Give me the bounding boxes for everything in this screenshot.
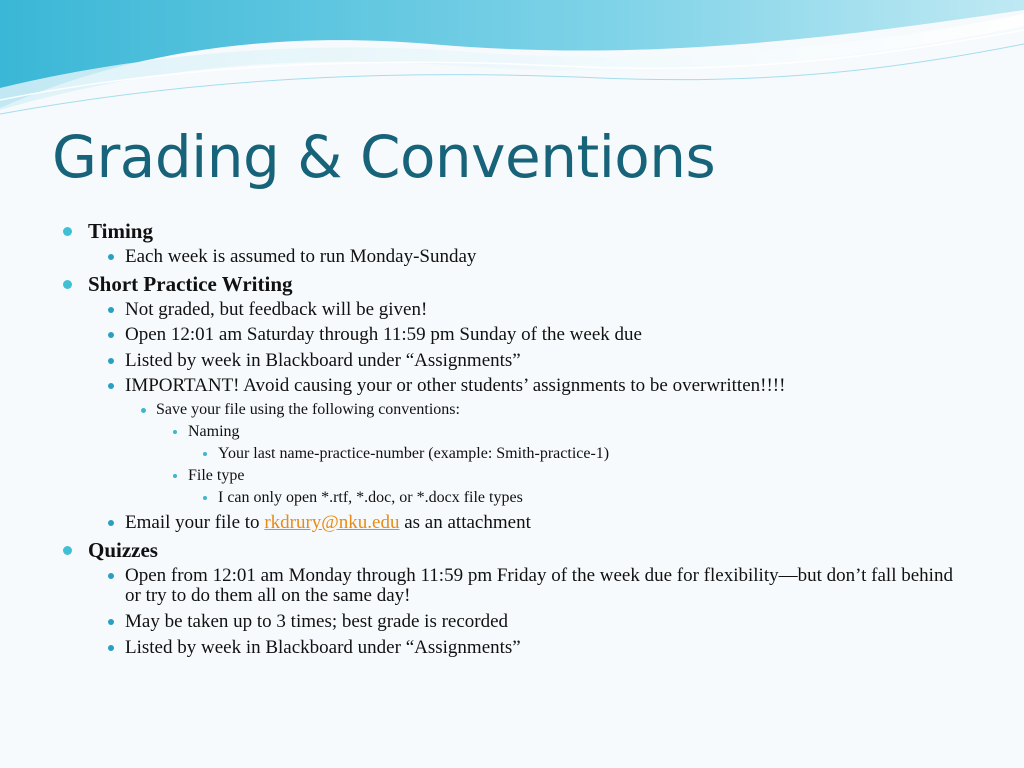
- bullet-icon: [203, 452, 207, 456]
- bullet-icon: [108, 520, 114, 526]
- list-item-label: Open 12:01 am Saturday through 11:59 pm Sunday of the week due: [125, 324, 642, 345]
- bullet-icon: [108, 645, 114, 651]
- list-item-label: Open from 12:01 am Monday through 11:59 pm Friday of the week due for flexibility—but don’t fall behind or try to do them all on the same day!: [125, 565, 953, 606]
- bullet-icon: [108, 619, 114, 625]
- list-item-file-type: [173, 468, 244, 485]
- list-item-label: IMPORTANT! Avoid causing your or other students’ assignments to be overwritten!!!!: [125, 375, 786, 396]
- list-item-quiz-taken: [108, 612, 508, 632]
- list-item-label: File type: [188, 467, 245, 484]
- list-item-label: Your last name-practice-number (example: Smith-practice-1): [218, 445, 610, 462]
- list-item-label: Listed by week in Blackboard under “Assignments”: [125, 637, 521, 658]
- slide-title: Grading & Conventions: [52, 123, 716, 191]
- list-item-label: May be taken up to 3 times; best grade is recorded: [125, 611, 509, 632]
- list-item-short-practice-writing: [63, 273, 293, 295]
- email-prefix: Email your file to: [125, 512, 265, 533]
- bullet-icon: [108, 254, 114, 260]
- list-item-label: Not graded, but feedback will be given!: [125, 299, 428, 320]
- list-item-label: Save your file using the following conventions:: [156, 401, 460, 418]
- list-item-open-saturday: [108, 325, 642, 345]
- list-item-quiz-open: [108, 566, 953, 606]
- list-item-label: Timing: [88, 219, 153, 243]
- list-item-file-type-detail: [203, 490, 523, 507]
- email-link[interactable]: rkdrury@nku.edu: [264, 512, 400, 533]
- bullet-icon: [108, 358, 114, 364]
- bullet-icon: [173, 474, 177, 478]
- bullet-icon: [63, 227, 72, 236]
- list-item-label: [125, 513, 531, 533]
- header-wave-decoration: [0, 0, 1024, 130]
- list-item-label: Each week is assumed to run Monday-Sunday: [125, 246, 477, 267]
- bullet-icon: [108, 332, 114, 338]
- list-item-naming-detail: [203, 446, 609, 463]
- bullet-icon: [108, 383, 114, 389]
- list-item-not-graded: [108, 300, 427, 320]
- list-item-label: Quizzes: [88, 538, 158, 562]
- list-item-label: Naming: [188, 423, 240, 440]
- bullet-icon: [141, 408, 146, 413]
- list-item-timing: [63, 220, 153, 242]
- list-item-naming: [173, 424, 240, 441]
- list-item-quizzes: [63, 539, 158, 561]
- list-item-label: I can only open *.rtf, *.doc, or *.docx file types: [218, 489, 523, 506]
- list-item-label: Short Practice Writing: [88, 272, 293, 296]
- bullet-icon: [108, 573, 114, 579]
- bullet-icon: [63, 546, 72, 555]
- bullet-icon: [173, 430, 177, 434]
- bullet-icon: [108, 307, 114, 313]
- list-item-timing-week: [108, 247, 476, 267]
- list-item-quiz-listed: [108, 638, 521, 658]
- list-item-email: [108, 513, 531, 533]
- email-suffix: as an attachment: [399, 512, 531, 533]
- bullet-icon: [63, 280, 72, 289]
- list-item-listed-blackboard: [108, 351, 521, 371]
- bullet-icon: [203, 496, 207, 500]
- list-item-save-conventions: [141, 402, 460, 419]
- list-item-important: [108, 376, 785, 396]
- list-item-label: Listed by week in Blackboard under “Assignments”: [125, 350, 521, 371]
